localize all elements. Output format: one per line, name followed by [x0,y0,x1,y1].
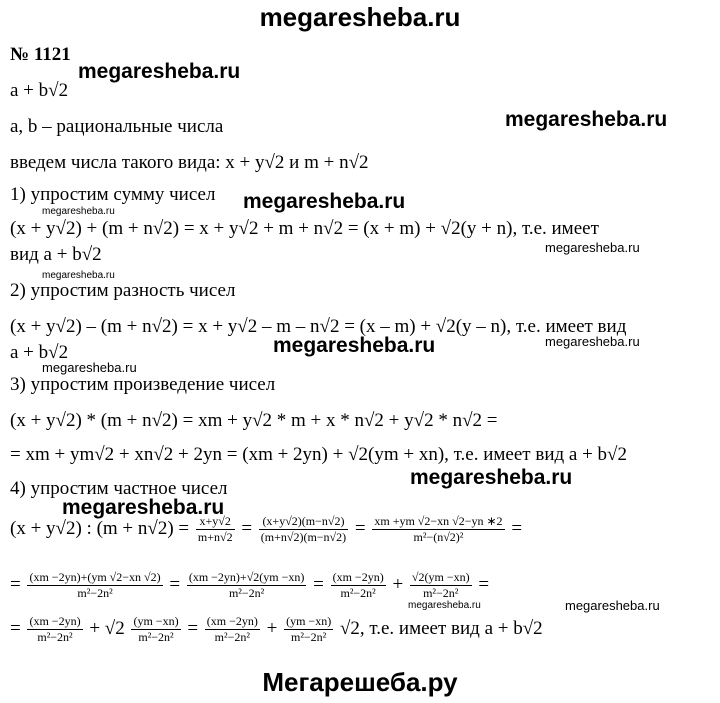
fraction: $\frac{(xm -2yn)+(ym √2-xn √2)}{\text{m²−2n²}}$ [29,570,161,600]
fraction: $\frac{(xm -2yn)}{\text{m²−2n²}}$ [332,570,384,600]
watermark: megaresheba.ru [42,360,137,375]
heading-sum: 1) упростим сумму чисел [10,184,216,205]
task-number: № 1121 [10,44,71,65]
watermark: megaresheba.ru [62,496,225,519]
heading-quotient: 4) упростим частное чисел [10,478,228,499]
watermark: megaresheba.ru [408,600,481,611]
diff-line-2: a + b√2 [10,342,69,363]
fraction: $\frac{xm +ym √2-xn √2-yn ∗2}{\text{m²−(n√2)²}}$ [374,514,503,544]
watermark-bottom: Мегарешеба.ру [262,667,458,697]
heading-diff: 2) упростим разность чисел [10,280,236,301]
watermark: megaresheba.ru [243,190,406,213]
fraction: $\frac{(xm -2yn)}{\text{m²−2n²}}$ [206,614,258,644]
line-intro: введем числа такого вида: x + y√2 и m + n√2 [10,152,369,173]
watermark: megaresheba.ru [410,466,573,489]
fraction: $\frac{(xm -2yn)+√2(ym -xn)}{\text{m²−2n²}}$ [188,570,305,600]
diff-line: (x + y√2) – (m + n√2) = x + y√2 – m – n√2 = (x – m) + √2(y – n), т.е. имеет вид [10,316,627,337]
watermark: megaresheba.ru [565,598,660,613]
line-rational: a, b – рациональные числа [10,116,224,137]
fraction: $\frac{(x+y√2)(m-n√2)}{(m+n√2)(m-n√2)}$ [260,514,347,544]
fraction: $\frac{√2(ym -xn)}{\text{m²−2n²}}$ [411,570,470,600]
watermark: megaresheba.ru [545,240,640,255]
fraction: $\frac{(ym -xn)}{\text{m²−2n²}}$ [286,614,332,644]
watermark: megaresheba.ru [505,108,668,131]
heading-product: 3) упростим произведение чисел [10,374,276,395]
sum-line: (x + y√2) + (m + n√2) = x + y√2 + m + n√2 = (x + m) + √2(y + n), т.е. имеет [10,218,599,239]
quotient-line-3: = $\frac{(xm -2yn)}{\text{m²−2n²}}$ + √2 $\frac{(ym -xn)}{\text{m²−2n²}}$ = $\frac{(xm -2yn)}{\text{m²−2n²}}$ + $\frac{(ym -xn)}{\text{m²−2n²}}$ √2, т.е. имеет вид a + b√2 [10,614,543,644]
watermark: megaresheba.ru [42,270,115,281]
sum-line-2: вид a + b√2 [10,244,102,265]
quotient-line-1: (x + y√2) : (m + n√2) = $\frac{x+y√2}{m+n√2}$ = $\frac{(x+y√2)(m-n√2)}{(m+n√2)(m-n√2)}$ = $\frac{xm +ym √2-xn √2-yn ∗2}{\text{m²−(n√2)²}}$ = [10,514,523,544]
watermark: megaresheba.ru [42,206,115,217]
watermark-top: megaresheba.ru [259,2,461,32]
watermark: megaresheba.ru [78,60,241,83]
line-expr: a + b√2 [10,80,69,101]
watermark: megaresheba.ru [273,334,436,357]
fraction: $\frac{x+y√2}{m+n√2}$ [197,514,233,544]
watermark: megaresheba.ru [545,334,640,349]
product-line: (x + y√2) * (m + n√2) = xm + y√2 * m + x * n√2 + y√2 * n√2 = [10,410,498,431]
quotient-line-2: = $\frac{(xm -2yn)+(ym √2-xn √2)}{\text{m²−2n²}}$ = $\frac{(xm -2yn)+√2(ym -xn)}{\text{m²−2n²}}$ = $\frac{(xm -2yn)}{\text{m²−2n²}}$ + $\frac{√2(ym -xn)}{\text{m²−2n²}}$ = [10,570,490,600]
fraction: $\frac{(ym -xn)}{\text{m²−2n²}}$ [133,614,179,644]
product-line-2: = xm + ym√2 + xn√2 + 2yn = (xm + 2yn) + √2(ym + xn), т.е. имеет вид a + b√2 [10,444,627,465]
fraction: $\frac{(xm -2yn)}{\text{m²−2n²}}$ [29,614,81,644]
